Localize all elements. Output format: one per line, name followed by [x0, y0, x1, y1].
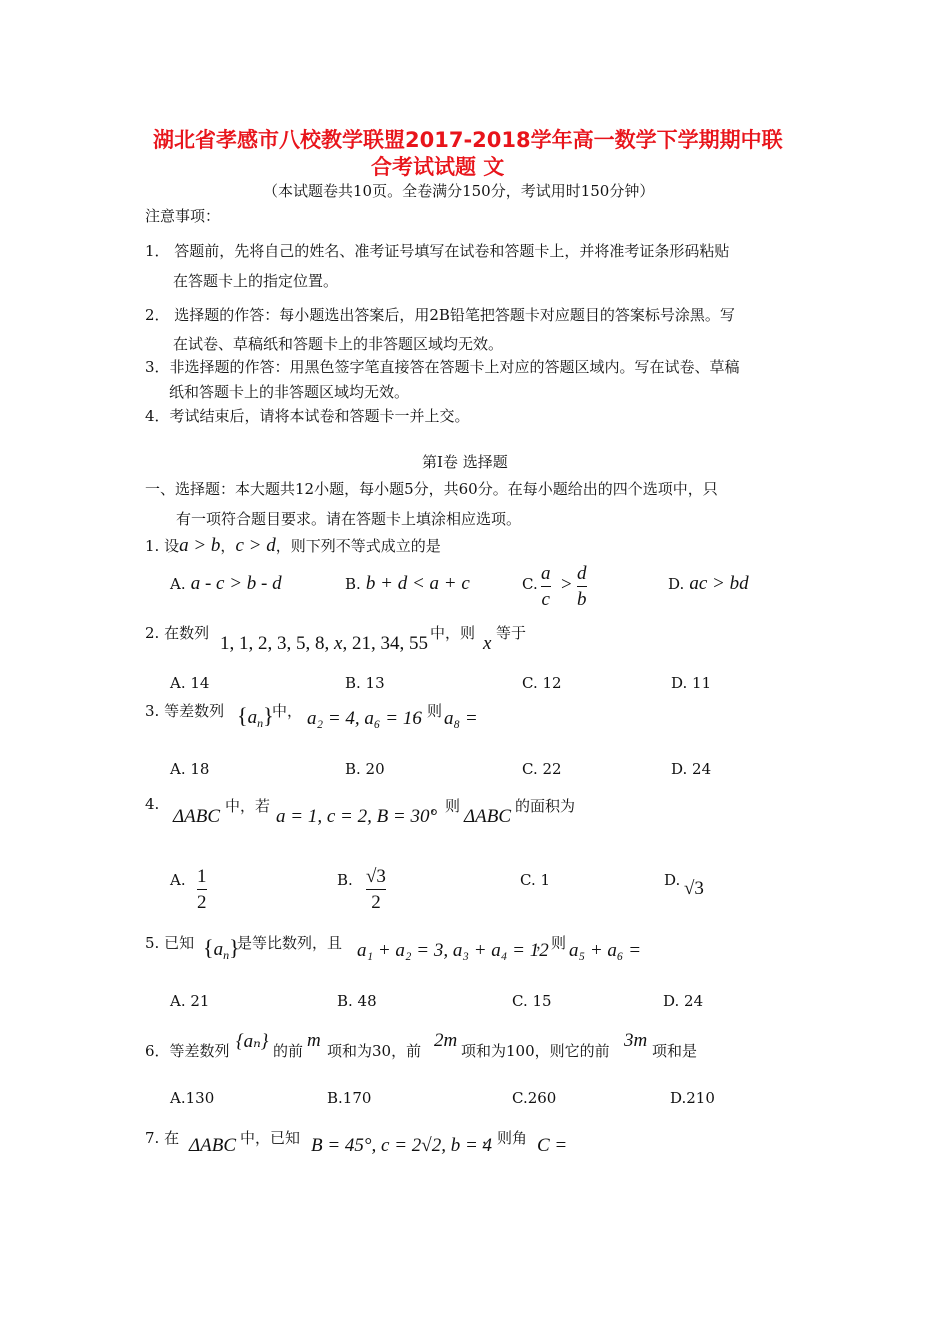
q2-sequence — [220, 633, 428, 655]
q6-option-d: D.210 — [670, 1089, 715, 1107]
q1-c-den-1: c — [541, 589, 550, 610]
q1-c-num-1: a — [541, 563, 551, 584]
q7-stem-a: 7. 在 — [145, 1129, 180, 1147]
q6-an: {aₙ} — [236, 1031, 269, 1052]
q4-option-a-label: A. — [170, 871, 186, 889]
q7-triangle: ΔABC — [189, 1135, 237, 1156]
q1-math-2: c > d — [235, 535, 276, 556]
q1-option-c-label: C. — [522, 575, 538, 593]
q5-an-sub: n — [223, 948, 230, 962]
q1-option-c-fraction-2 — [577, 563, 587, 610]
q4-triangle-1: ΔABC — [173, 806, 221, 827]
q4-option-b-fraction — [366, 866, 386, 913]
note-1-line2: 在答题卡上的指定位置。 — [173, 272, 339, 290]
q2-stem-b: 中，则 — [430, 624, 476, 642]
q2-option-b: B. 13 — [345, 674, 385, 692]
q4-option-c: C. 1 — [520, 871, 551, 889]
q3-an: a — [247, 707, 258, 728]
q1-option-a-math: a - c > b - d — [190, 573, 282, 594]
q7-stem-c: ，则角 — [482, 1129, 528, 1147]
q4-stem-b: ，则 — [430, 797, 461, 815]
q4-condition: a = 1, c = 2, B = 30° — [276, 806, 438, 827]
q4-a-num: 1 — [197, 866, 207, 887]
q1-option-c-gt: > — [561, 574, 572, 595]
q3-option-b: B. 20 — [345, 760, 385, 778]
q4-option-d-label: D. — [664, 871, 681, 889]
q5-option-c: C. 15 — [512, 992, 552, 1010]
q2-seq-part-2: , 21, 34, 55 — [342, 633, 428, 654]
q1-comma: ， — [220, 537, 236, 555]
q1-option-a-label: A. — [170, 575, 186, 593]
q2-x: x — [334, 633, 343, 654]
notes-heading: 注意事项： — [145, 207, 221, 225]
q4-a-den: 2 — [197, 892, 207, 913]
q1-math-1: a > b — [179, 535, 221, 556]
note-2-line1: 2． 选择题的作答：每小题选出答案后，用2B铅笔把答题卡对应题目的答案标号涂黑。写 — [145, 306, 735, 324]
q5-option-b: B. 48 — [337, 992, 377, 1010]
q3-condition: a₂ = 4, a₆ = 16 — [307, 708, 422, 729]
q5-condition: a₁ + a₂ = 3, a₃ + a₄ = 12 — [357, 940, 549, 961]
q5-option-d: D. 24 — [663, 992, 704, 1010]
note-3-line2: 纸和答题卡上的非答题区域均无效。 — [169, 383, 410, 401]
q5-stem-b: 是等比数列，且 — [237, 934, 343, 952]
q1-option-a — [170, 573, 282, 595]
q1-c-num-2: d — [577, 563, 587, 584]
section-intro-line1: 一、选择题：本大题共12小题，每小题5分，共60分。在每小题给出的四个选项中，只 — [145, 480, 718, 498]
q6-stem-c: 项和为30，前 — [327, 1042, 422, 1060]
q2-option-d: D. 11 — [671, 674, 712, 692]
q6-stem-d: 项和为100，则它的前 — [461, 1042, 610, 1060]
q1-c-den-2: b — [577, 589, 587, 610]
q6-m: m — [307, 1030, 321, 1051]
q6-option-c: C.260 — [512, 1089, 557, 1107]
q6-option-b: B.170 — [327, 1089, 372, 1107]
q1-option-d-math: ac > bd — [689, 573, 749, 594]
q1-option-b-label: B. — [345, 575, 361, 593]
q3-option-a: A. 18 — [170, 760, 210, 778]
section-title: 第Ⅰ卷 选择题 — [422, 453, 508, 471]
q1-stem-b: ，则下列不等式成立的是 — [275, 537, 441, 555]
q3-an-sub: n — [257, 716, 264, 730]
q2-option-c: C. 12 — [522, 674, 562, 692]
q3-option-c: C. 22 — [522, 760, 562, 778]
section-intro-line2: 有一项符合题目要求。请在答题卡上填涂相应选项。 — [176, 510, 522, 528]
q6-stem-a: 6．等差数列 — [145, 1042, 230, 1060]
q5-an: a — [213, 939, 224, 960]
note-3-line1: 3．非选择题的作答：用黑色签字笔直接答在答题卡上对应的答题区域内。写在试卷、草稿 — [145, 358, 740, 376]
q4-b-num: √3 — [366, 866, 386, 887]
q3-ask: a₈ = — [444, 708, 478, 729]
question-1-stem — [145, 535, 441, 557]
q2-stem-c: 等于 — [496, 624, 527, 642]
q5-stem-c: ，则 — [536, 934, 567, 952]
q4-triangle-2: ΔABC — [464, 806, 512, 827]
q1-option-b-math: b + d < a + c — [365, 573, 470, 594]
q6-2m: 2m — [434, 1030, 458, 1051]
q4-option-b-label: B. — [337, 871, 353, 889]
q4-stem-a: 中，若 — [225, 797, 271, 815]
q7-ask: C = — [537, 1135, 568, 1156]
question-2-stem — [145, 622, 209, 643]
q2-seq-part-1: 1, 1, 2, 3, 5, 8, — [220, 633, 334, 654]
q1-option-d-label: D. — [668, 575, 685, 593]
q4-option-a-fraction — [197, 866, 207, 913]
q4-option-d-value: √3 — [684, 878, 704, 899]
q5-ask: a₅ + a₆ = — [569, 940, 642, 961]
q3-stem-b: 中， — [272, 702, 303, 720]
q4-stem-c: 的面积为 — [515, 797, 576, 815]
q3-stem-a: 3. 等差数列 — [145, 702, 225, 720]
note-1-line1: 1． 答题前，先将自己的姓名、准考证号填写在试卷和答题卡上，并将准考证条形码粘贴 — [145, 242, 730, 260]
note-4: 4．考试结束后，请将本试卷和答题卡一并上交。 — [145, 407, 470, 425]
q5-stem-a: 5. 已知 — [145, 934, 195, 952]
q2-option-a: A. 14 — [170, 674, 210, 692]
q7-condition: B = 45°, c = 2√2, b = 4 — [311, 1135, 493, 1156]
q1-option-d — [668, 573, 749, 595]
document-subtitle: （本试题卷共10页。全卷满分150分，考试用时150分钟） — [263, 182, 655, 200]
q1-option-b — [345, 573, 470, 595]
q6-stem-b: 的前 — [273, 1042, 304, 1060]
document-title-line2: 合考试试题 文 — [371, 155, 505, 179]
q7-stem-b: 中，已知 — [240, 1129, 301, 1147]
q3-option-d: D. 24 — [671, 760, 712, 778]
q6-option-a: A.130 — [170, 1089, 215, 1107]
q3-sequence-an: $\{a_n\}$ — [237, 703, 274, 730]
document-title-line1: 湖北省孝感市八校教学联盟2017-2018学年高一数学下学期期中联 — [153, 128, 783, 152]
q1-stem-a: 1. 设 — [145, 537, 180, 555]
q2-x-2: x — [483, 633, 492, 654]
q5-option-a: A. 21 — [170, 992, 210, 1010]
note-2-line2: 在试卷、草稿纸和答题卡上的非答题区域均无效。 — [173, 335, 504, 353]
q5-sequence-an: $\{a_n\}$ — [203, 935, 240, 962]
q1-option-c-fraction-1 — [541, 563, 551, 610]
q2-stem-a: 2. 在数列 — [145, 624, 210, 642]
q6-stem-e: 项和是 — [652, 1042, 698, 1060]
q3-stem-c: ，则 — [412, 702, 443, 720]
q4-b-den: 2 — [371, 892, 381, 913]
q4-number: 4. — [145, 795, 160, 813]
q6-3m: 3m — [624, 1030, 648, 1051]
